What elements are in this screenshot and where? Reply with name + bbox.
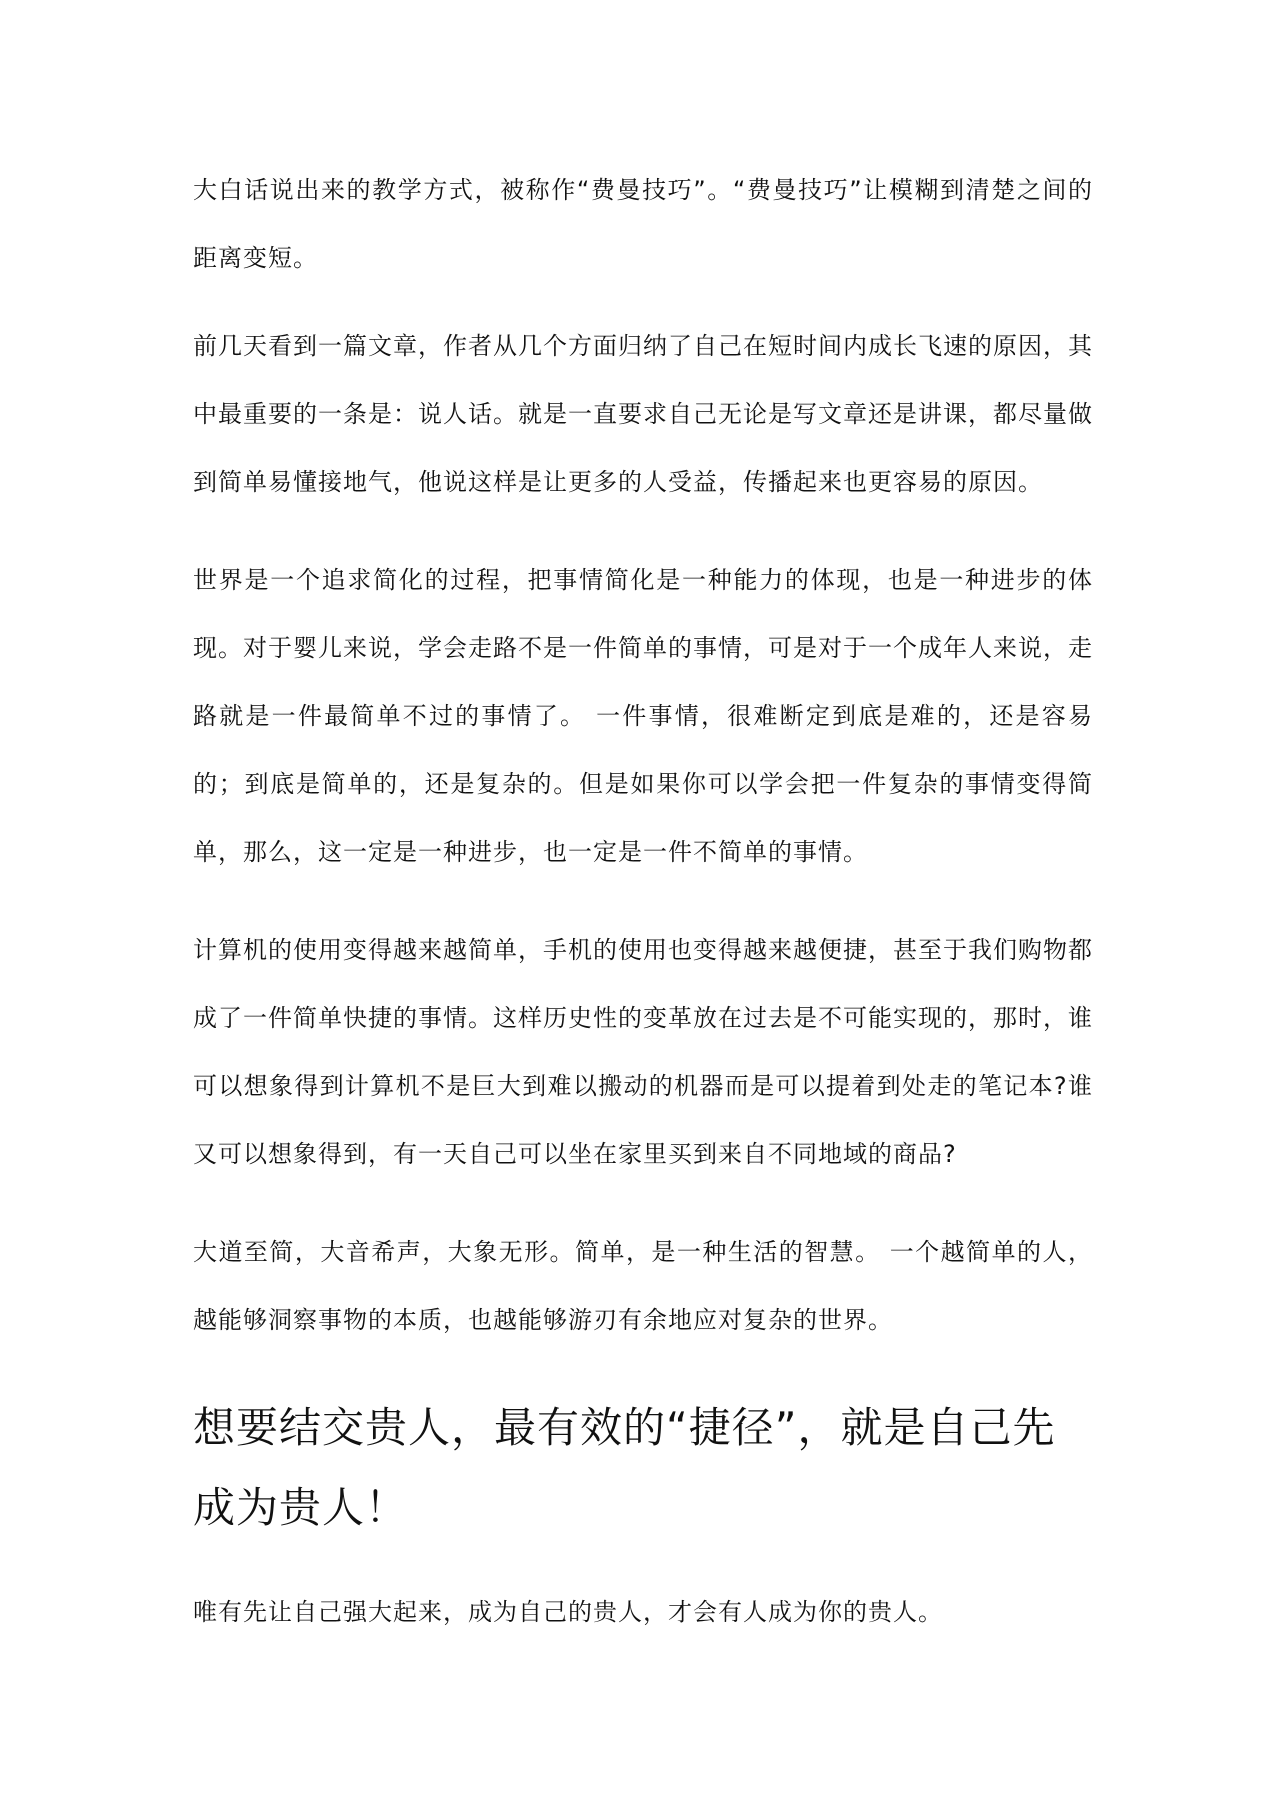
paragraph-feynman-technique: 大白话说出来的教学方式，被称作“费曼技巧”。“费曼技巧”让模糊到清楚之间的距离变短。 bbox=[193, 176, 1093, 272]
paragraph-final: 唯有先让自己强大起来，成为自己的贵人，才会有人成为你的贵人。 bbox=[193, 1598, 943, 1626]
section-heading: 想要结交贵人，最有效的“捷径”，就是自己先成为贵人！ bbox=[193, 1403, 1056, 1532]
article-body bbox=[193, 156, 1093, 1646]
paragraph-simplicity-wisdom: 大道至简，大音希声，大象无形。简单，是一种生活的智慧。 一个越简单的人，越能够洞察事物的本质，也越能够游刃有余地应对复杂的世界。 bbox=[193, 1238, 1093, 1334]
paragraph-speak-plainly: 前几天看到一篇文章，作者从几个方面归纳了自己在短时间内成长飞速的原因，其中最重要的一条是：说人话。就是一直要求自己无论是写文章还是讲课，都尽量做到简单易懂接地气，他说这样是让更多的人受益，传播起来也更容易的原因。 bbox=[193, 332, 1093, 496]
paragraph-simplification: 世界是一个追求简化的过程，把事情简化是一种能力的体现，也是一种进步的体现。对于婴儿来说，学会走路不是一件简单的事情，可是对于一个成年人来说，走路就是一件最简单不过的事情了。 一件事情，很难断定到底是难的，还是容易的；到底是简单的，还是复杂的。但是如果你可以学会把一件复杂的事情变得简单，那么，这一定是一种进步，也一定是一件不简单的事情。 bbox=[193, 566, 1093, 866]
paragraph-technology: 计算机的使用变得越来越简单，手机的使用也变得越来越便捷，甚至于我们购物都成了一件简单快捷的事情。这样历史性的变革放在过去是不可能实现的，那时，谁可以想象得到计算机不是巨大到难以搬动的机器而是可以提着到处走的笔记本?谁又可以想象得到，有一天自己可以坐在家里买到来自不同地域的商品? bbox=[193, 936, 1093, 1168]
